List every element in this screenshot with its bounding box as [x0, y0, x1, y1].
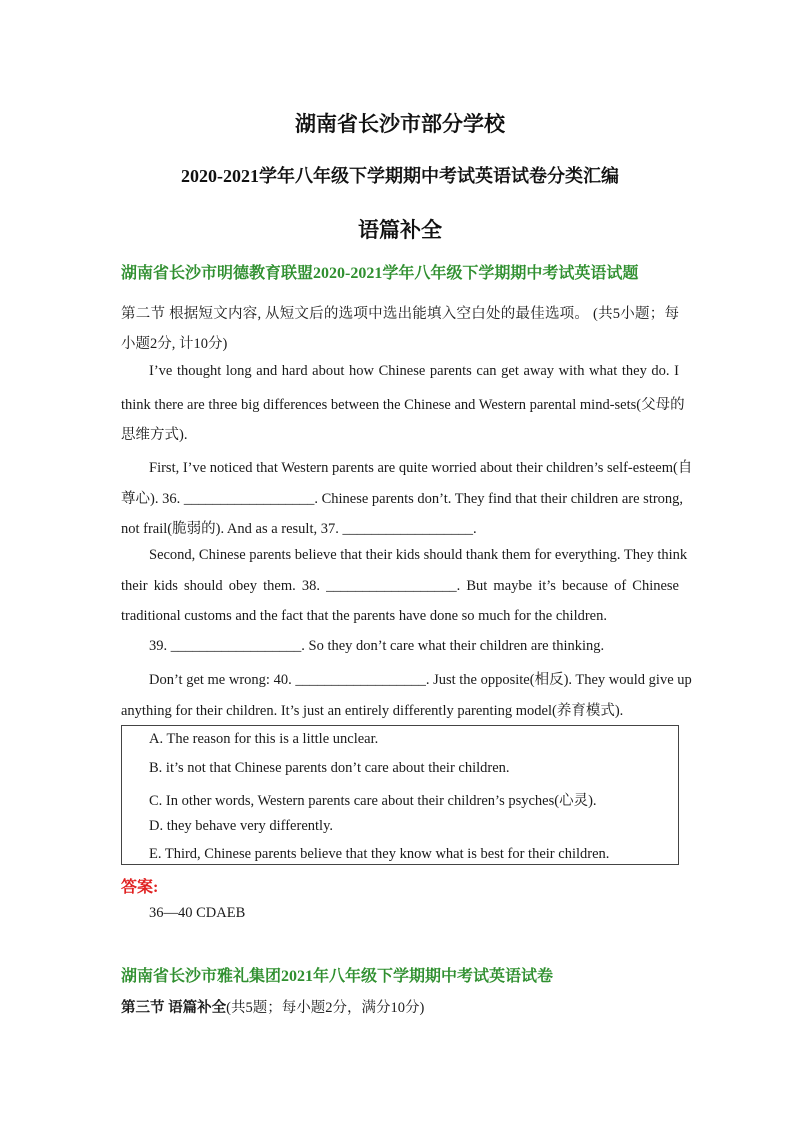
section2-instruction [121, 996, 424, 1017]
passage-line: 尊心). 36. __________________. Chinese parents don’t. They find that their children are strong, [121, 491, 684, 507]
section2-instruction-detail: (共5题；每小题2分，满分10分) [226, 1000, 425, 1016]
passage-line: their kids should obey them. 38. __________________. But maybe it’s because of Chinese [121, 578, 679, 594]
option-d: D. they behave very differently. [149, 818, 333, 834]
section1-instruction-line1: 第二节 根据短文内容, 从短文后的选项中选出能填入空白处的最佳选项。 (共5小题；每 [121, 306, 679, 322]
answer-value: 36—40 CDAEB [149, 905, 246, 921]
passage-line: 思维方式). [121, 427, 188, 443]
answer-label: 答案: [121, 879, 159, 896]
section1-title: 湖南省长沙市明德教育联盟2020-2021学年八年级下学期期中考试英语试题 [121, 265, 639, 282]
section1-instruction-line2: 小题2分, 计10分) [121, 336, 228, 352]
section2-title: 湖南省长沙市雅礼集团2021年八年级下学期期中考试英语试卷 [121, 968, 554, 985]
option-e: E. Third, Chinese parents believe that they know what is best for their children. [149, 846, 610, 862]
passage-line: I’ve thought long and hard about how Chinese parents can get away with what they do. I [149, 363, 679, 379]
option-c: C. In other words, Western parents care about their children’s psyches(心灵). [149, 793, 597, 809]
passage-line: First, I’ve noticed that Western parents are quite worried about their children’s self-esteem(自 [149, 460, 693, 476]
document-title-line3: 语篇补全 [358, 218, 442, 242]
passage-line: Don’t get me wrong: 40. __________________. Just the opposite(相反). They would give up [149, 672, 692, 688]
passage-line: 39. __________________. So they don’t care what their children are thinking. [149, 638, 605, 654]
section2-instruction-heading: 第三节 语篇补全 [121, 1000, 227, 1016]
document-title-line2: 2020-2021学年八年级下学期期中考试英语试卷分类汇编 [181, 166, 619, 186]
passage-line: think there are three big differences between the Chinese and Western parental mind-sets(父母的 [121, 397, 685, 413]
document-title-line1: 湖南省长沙市部分学校 [295, 112, 505, 136]
option-a: A. The reason for this is a little unclear. [149, 731, 379, 747]
option-b: B. it’s not that Chinese parents don’t care about their children. [149, 760, 510, 776]
options-box [121, 725, 679, 865]
passage-line: anything for their children. It’s just an entirely differently parenting model(养育模式). [121, 703, 624, 719]
passage-line: Second, Chinese parents believe that their kids should thank them for everything. They think [149, 547, 688, 563]
passage-line: traditional customs and the fact that the parents have done so much for the children. [121, 608, 607, 624]
passage-line: not frail(脆弱的). And as a result, 37. __________________. [121, 521, 477, 537]
